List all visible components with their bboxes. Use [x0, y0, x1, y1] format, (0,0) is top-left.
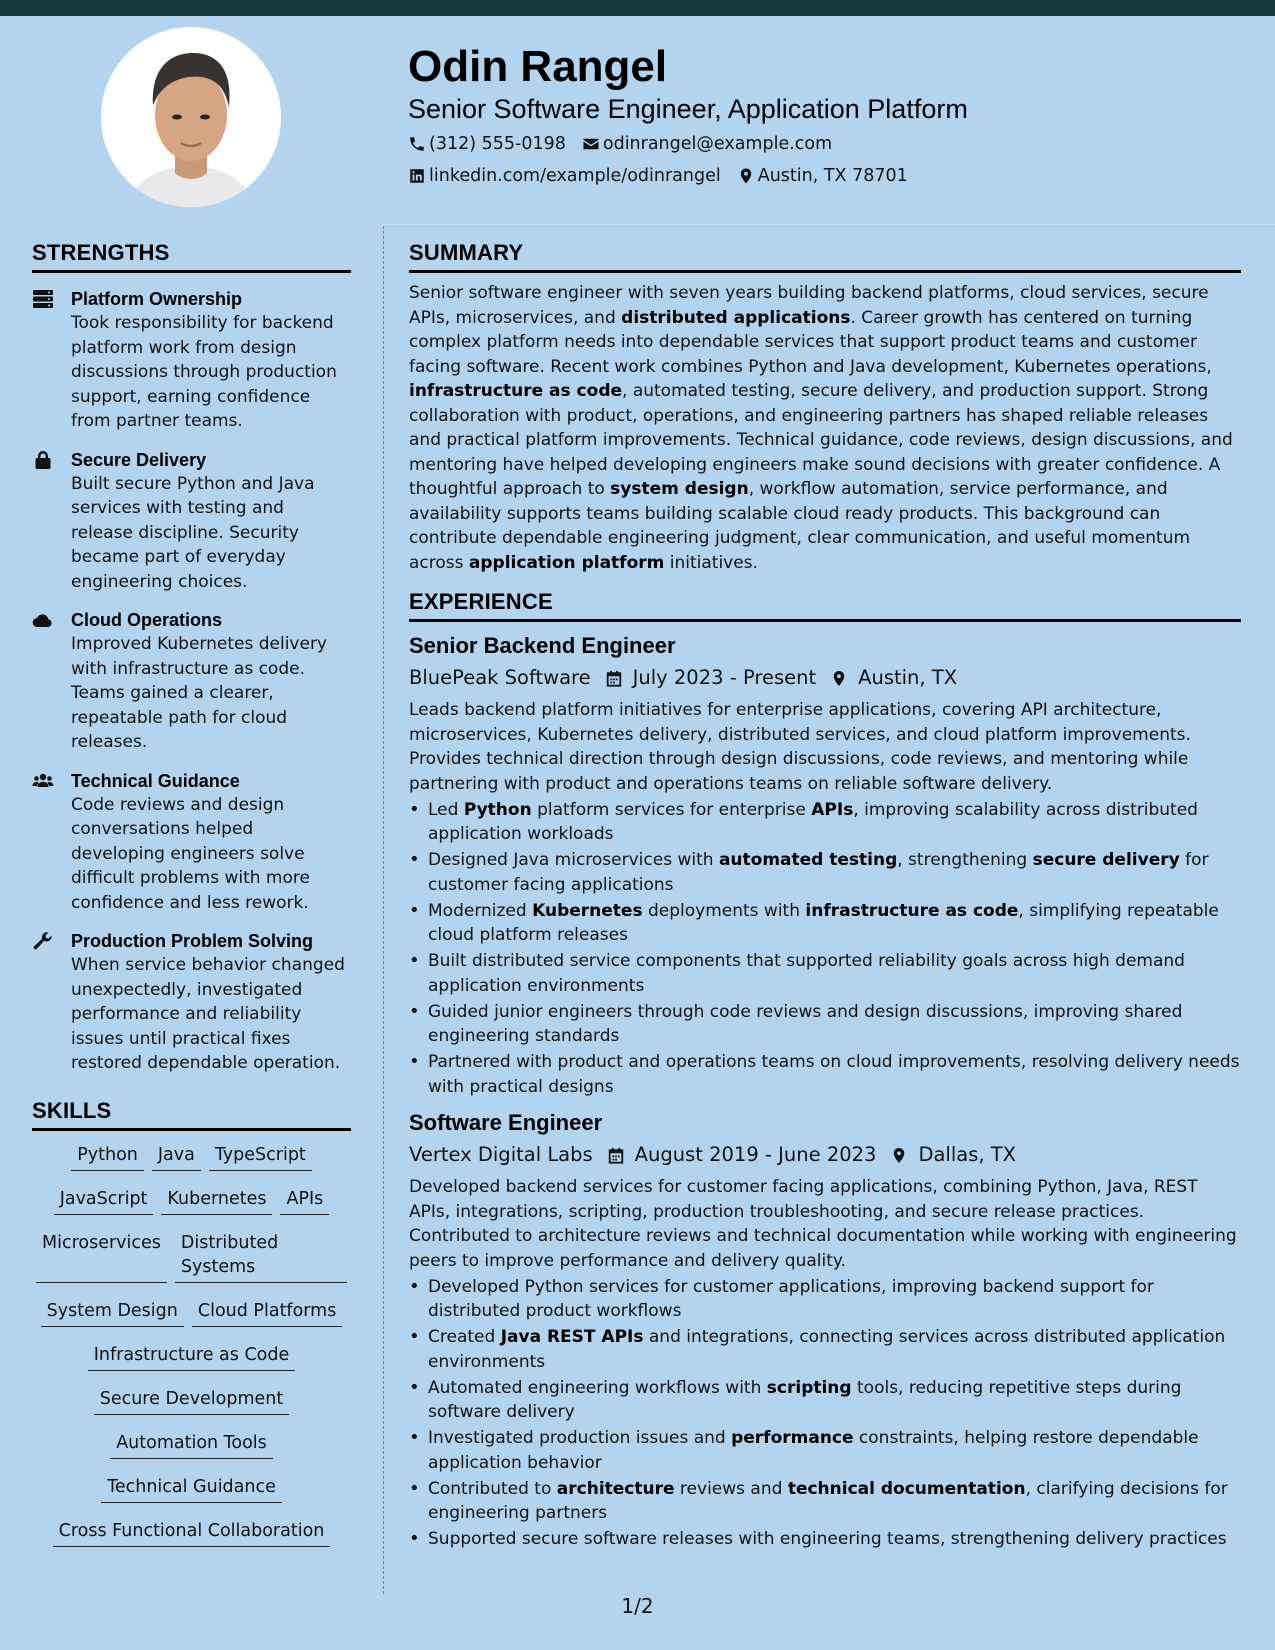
header-rule	[383, 224, 1275, 225]
linkedin-icon	[408, 167, 426, 185]
bullet-item	[409, 1000, 1241, 1049]
strength-title: Technical Guidance	[71, 770, 240, 791]
server-icon	[32, 289, 54, 309]
column-divider	[383, 226, 384, 1594]
skill-row	[32, 1475, 351, 1503]
text-segment: initiatives.	[664, 552, 758, 573]
skill-tag: Cross Functional Collaboration	[53, 1519, 331, 1547]
skill-row	[32, 1387, 351, 1415]
text-segment: Contributed to	[428, 1478, 557, 1499]
phone-text: (312) 555-0198	[429, 134, 566, 154]
cloud-icon	[32, 610, 54, 630]
skill-row	[32, 1343, 351, 1371]
strength-item	[32, 929, 351, 1076]
right-column	[409, 240, 1241, 1552]
bold-text: Java REST APIs	[500, 1327, 644, 1347]
job-meta	[409, 1141, 1241, 1169]
job-description: Developed backend services for customer facing applications, combining Python, Java, REST APIs, integrations, scripting, production troubleshooting, and secure release practices. Contributed to architecture reviews and technical documentation while working with engineering peers to improve performance and delivery quality.	[409, 1177, 1237, 1271]
text-segment: Senior software engineer with seven years building backend platforms, cloud services, secure APIs, microservices, and	[409, 283, 1209, 328]
job-bullets	[409, 1275, 1241, 1552]
text-segment: Developed Python services for customer applications, improving backend support for distributed product workflows	[428, 1276, 1154, 1321]
bullet-item	[409, 949, 1241, 998]
text-segment: , strengthening	[897, 850, 1033, 870]
skill-tag: APIs	[280, 1187, 329, 1215]
skill-tag: Kubernetes	[161, 1187, 272, 1215]
email-contact[interactable]	[582, 134, 832, 154]
text-segment: Partnered with product and operations teams on cloud improvements, resolving delivery needs with practical designs	[428, 1052, 1240, 1097]
job-title: Senior Backend Engineer	[409, 633, 676, 658]
text-segment: , clarifying decisions for engineering partners	[428, 1478, 1228, 1523]
skills-heading: SKILLS	[32, 1098, 351, 1131]
strength-text: When service behavior changed unexpectedly, investigated performance and reliability issues until practical fixes restored dependable operation.	[71, 955, 345, 1073]
envelope-icon	[582, 135, 600, 153]
bold-text: technical documentation	[787, 1478, 1026, 1499]
text-segment: for customer facing applications	[428, 850, 1209, 895]
map-pin-icon	[830, 669, 848, 688]
text-segment: and integrations, connecting services across distributed application environments	[428, 1327, 1226, 1372]
calendar-icon	[605, 669, 623, 688]
bold-text: Kubernetes	[532, 900, 643, 921]
strength-item	[32, 769, 351, 916]
strength-title: Production Problem Solving	[71, 931, 314, 951]
skill-row	[32, 1519, 351, 1547]
profile-photo	[101, 27, 281, 207]
map-pin-icon	[737, 167, 755, 185]
strength-title: Cloud Operations	[71, 610, 223, 630]
strength-item	[32, 287, 351, 434]
text-segment: Designed Java microservices with	[428, 850, 719, 870]
skill-tag: Distributed Systems	[175, 1231, 347, 1283]
experience-heading: EXPERIENCE	[409, 589, 1241, 622]
summary-heading: SUMMARY	[409, 240, 1241, 273]
bold-text: infrastructure as code	[409, 381, 623, 401]
text-segment: , workflow automation, service performance, and availability supports teams building scalable cloud ready products. This background can contribute dependable engineering judgment, clear communication, and useful momentum across	[409, 479, 1191, 573]
text-segment: , simplifying repeatable cloud platform releases	[428, 900, 1219, 945]
text-segment: constraints, helping restore dependable application behavior	[428, 1428, 1199, 1473]
strength-text: Built secure Python and Java services with testing and release discipline. Security became part of everyday engineering choices.	[71, 473, 315, 592]
linkedin-contact[interactable]	[408, 166, 721, 186]
bold-text: Python	[463, 799, 532, 820]
bullet-item	[409, 1477, 1241, 1526]
wrench-icon	[32, 931, 54, 951]
skill-tag: Cloud Platforms	[192, 1299, 342, 1327]
skill-row	[32, 1431, 351, 1459]
text-segment: Automated engineering workflows with	[428, 1377, 767, 1398]
bold-text: architecture	[556, 1478, 675, 1499]
skill-row	[32, 1299, 351, 1327]
bullet-item	[409, 848, 1241, 897]
job-location: Austin, TX	[858, 666, 958, 689]
bullet-item	[409, 1275, 1241, 1324]
candidate-role: Senior Software Engineer, Application Platform	[408, 94, 968, 124]
skill-tag: Infrastructure as Code	[88, 1343, 296, 1371]
bold-text: APIs	[811, 799, 854, 820]
text-segment: Modernized	[428, 900, 533, 921]
job-dates: July 2023 - Present	[632, 666, 817, 689]
skill-row	[32, 1231, 351, 1283]
bold-text: scripting	[766, 1377, 852, 1398]
calendar-icon	[607, 1146, 625, 1165]
job-entry	[409, 1109, 1241, 1552]
strength-item	[32, 608, 351, 755]
text-segment: deployments with	[642, 900, 806, 921]
skill-tag: System Design	[41, 1299, 184, 1327]
skill-tag: Automation Tools	[110, 1431, 273, 1459]
skill-row	[32, 1187, 351, 1215]
bold-text: infrastructure as code	[805, 900, 1019, 921]
candidate-name: Odin Rangel	[408, 42, 668, 91]
text-segment: Guided junior engineers through code reviews and design discussions, improving shared engineering standards	[428, 1001, 1183, 1046]
job-company: BluePeak Software	[409, 666, 591, 689]
bullet-item	[409, 1325, 1241, 1374]
phone-contact[interactable]	[408, 134, 566, 154]
bullet-item	[409, 798, 1241, 847]
job-bullets	[409, 798, 1241, 1100]
map-pin-icon	[890, 1146, 908, 1165]
strengths-heading: STRENGTHS	[32, 240, 351, 273]
text-segment: tools, reducing repetitive steps during software delivery	[428, 1377, 1182, 1422]
bullet-item	[409, 1050, 1241, 1099]
bold-text: system design	[610, 479, 749, 499]
skill-tag: Microservices	[36, 1231, 167, 1283]
job-company: Vertex Digital Labs	[409, 1143, 593, 1166]
strength-title: Platform Ownership	[71, 289, 243, 309]
bullet-item	[409, 1376, 1241, 1425]
bullet-item	[409, 1426, 1241, 1475]
phone-icon	[408, 135, 426, 153]
text-segment: Led	[428, 799, 464, 820]
skill-tag: Python	[71, 1143, 144, 1171]
text-segment: . Career growth has centered on turning complex platform needs into dependable services that support product teams and customer facing software. Recent work combines Python and Java development, Kubernetes operations,	[409, 307, 1212, 377]
text-segment: reviews and	[674, 1478, 788, 1499]
skill-tag: TypeScript	[209, 1143, 312, 1171]
skill-row	[32, 1143, 351, 1171]
strength-text: Improved Kubernetes delivery with infrastructure as code. Teams gained a clearer, repeatable path for cloud releases.	[71, 634, 327, 752]
bold-text: distributed applications	[621, 307, 851, 328]
strength-item	[32, 448, 351, 595]
job-dates: August 2019 - June 2023	[634, 1143, 877, 1166]
job-entry	[409, 632, 1241, 1099]
text-segment: Investigated production issues and	[428, 1428, 732, 1448]
text-segment: , improving scalability across distributed application workloads	[428, 799, 1198, 844]
job-meta	[409, 664, 1241, 692]
contact-row-2	[408, 166, 924, 186]
users-icon	[32, 771, 54, 791]
skill-tag: Java	[152, 1143, 201, 1171]
text-segment: platform services for enterprise	[531, 799, 812, 820]
skills-list	[32, 1143, 351, 1547]
bold-text: secure delivery	[1032, 850, 1180, 870]
location-text: Austin, TX 78701	[757, 166, 908, 186]
strength-title: Secure Delivery	[71, 449, 207, 470]
top-accent-bar	[0, 0, 1275, 16]
job-title: Software Engineer	[409, 1110, 603, 1135]
bullet-item	[409, 1527, 1241, 1552]
job-location: Dallas, TX	[918, 1143, 1017, 1166]
bold-text: application platform	[468, 552, 665, 573]
text-segment: Built distributed service components that supported reliability goals across high demand application environments	[428, 951, 1185, 996]
email-text: odinrangel@example.com	[602, 134, 833, 154]
lock-icon	[32, 450, 54, 470]
job-description: Leads backend platform initiatives for enterprise applications, covering API architecture, microservices, Kubernetes delivery, distributed services, and cloud platform improvements. Provides technical direction through design discussions, code reviews, and mentoring while partnering with product and operations teams on reliable software delivery.	[409, 700, 1191, 794]
bullet-item	[409, 899, 1241, 948]
page-number: 1/2	[621, 1594, 654, 1618]
text-segment: , automated testing, secure delivery, and production support. Strong collaboration with product, operations, and engineering partners has shaped reliable releases and practical platform improvements. Technical guidance, code reviews, design discussions, and mentoring have helped developing engineers make sound decisions with greater confidence. A thoughtful approach to	[409, 381, 1233, 499]
linkedin-text: linkedin.com/example/odinrangel	[429, 166, 721, 186]
location-contact	[737, 166, 908, 186]
skill-tag: JavaScript	[54, 1187, 154, 1215]
text-segment: Supported secure software releases with engineering teams, strengthening delivery practices	[428, 1529, 1227, 1549]
strengths-list	[32, 287, 351, 1076]
contact-row-1	[408, 134, 848, 154]
summary-text	[409, 281, 1241, 575]
strength-text: Took responsibility for backend platform work from design discussions through production support, earning confidence from partner teams.	[71, 313, 337, 431]
skill-tag: Secure Development	[94, 1387, 290, 1415]
text-segment: Created	[428, 1327, 501, 1347]
bold-text: performance	[731, 1428, 854, 1448]
left-column	[32, 240, 351, 1563]
strength-text: Code reviews and design conversations helped developing engineers solve difficult problems with more confidence and less rework.	[71, 794, 310, 913]
bold-text: automated testing	[718, 850, 898, 870]
skill-tag: Technical Guidance	[101, 1475, 282, 1503]
